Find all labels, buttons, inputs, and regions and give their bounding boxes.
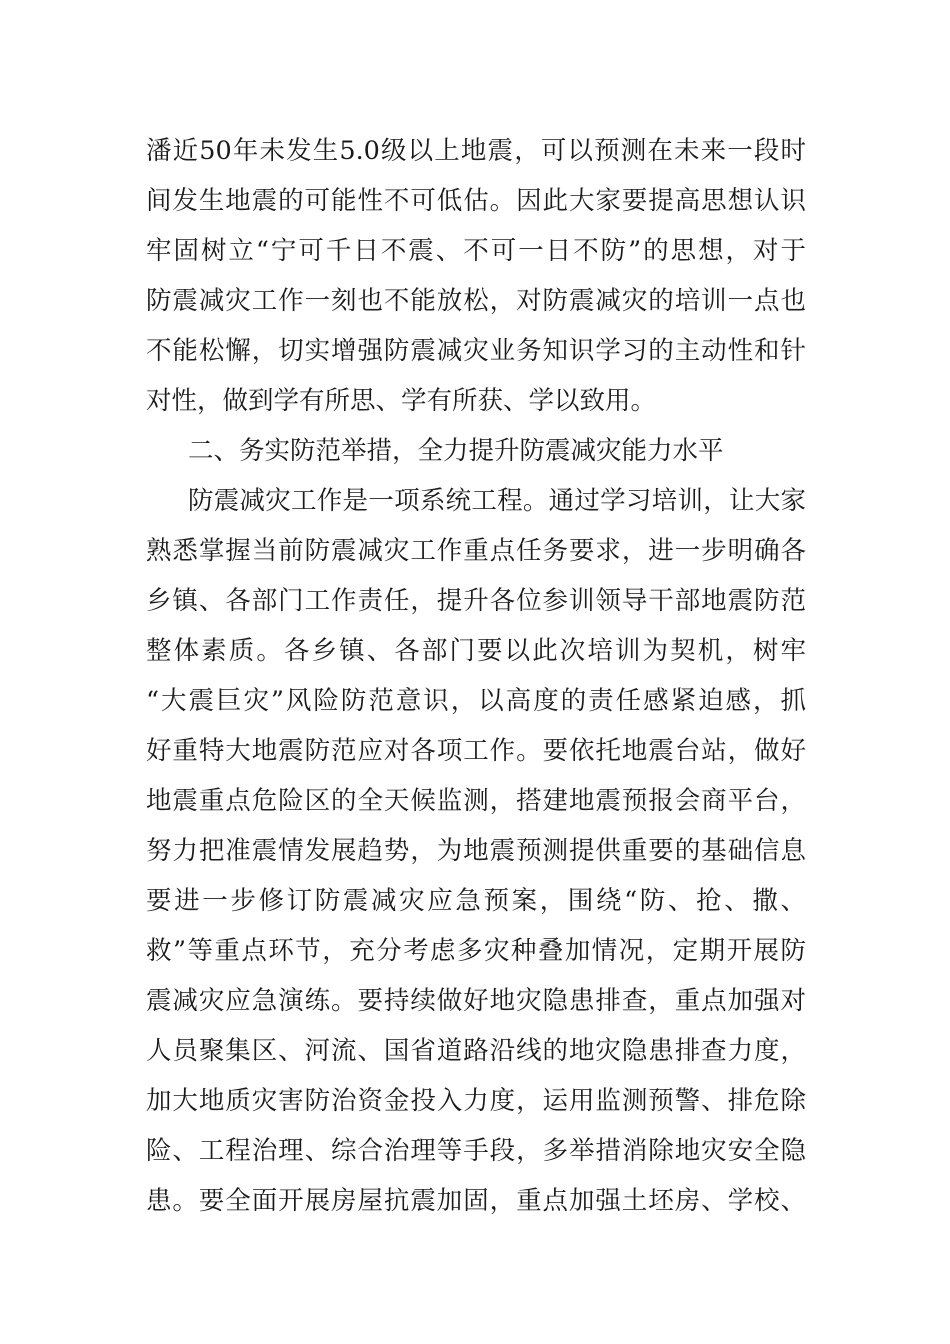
- text-line: 对性，做到学有所思、学有所获、学以致用。: [146, 386, 657, 416]
- text-line: 地震重点危险区的全天候监测，搭建地震预报会商平台，: [146, 786, 806, 816]
- text-line: 险、工程治理、综合治理等手段，多举措消除地灾安全隐: [146, 1136, 806, 1166]
- text-line: 震减灾应急演练。要持续做好地灾隐患排查，重点加强对: [146, 986, 806, 1016]
- text-line: 防震减灾工作一刻也不能放松，对防震减灾的培训一点也: [146, 286, 806, 316]
- text-line: 好重特大地震防范应对各项工作。要依托地震台站，做好: [146, 736, 806, 766]
- text-line: 不能松懈，切实增强防震减灾业务知识学习的主动性和针: [146, 336, 806, 366]
- text-line: 间发生地震的可能性不可低估。因此大家要提高思想认识: [146, 186, 806, 216]
- text-line: 患。要全面开展房屋抗震加固，重点加强土坯房、学校、: [146, 1186, 806, 1216]
- text-line: “大震巨灾”风险防范意识，以高度的责任感紧迫感，抓: [146, 686, 806, 716]
- text-line: 乡镇、各部门工作责任，提升各位参训领导干部地震防范: [146, 586, 806, 616]
- text-line: 加大地质灾害防治资金投入力度，运用监测预警、排危除: [146, 1086, 806, 1116]
- text-line: 熟悉掌握当前防震减灾工作重点任务要求，进一步明确各: [146, 536, 806, 566]
- section-heading: 二、务实防范举措，全力提升防震减灾能力水平: [188, 436, 724, 466]
- text-line: 整体素质。各乡镇、各部门要以此次培训为契机，树牢: [146, 636, 806, 666]
- text-line: 救”等重点环节，充分考虑多灾种叠加情况，定期开展防: [146, 936, 806, 966]
- text-line: 要进一步修订防震减灾应急预案，围绕“防、抢、撒、: [146, 886, 806, 916]
- body-text: [146, 126, 806, 1226]
- text-line: 潘近50年未发生5.0级以上地震，可以预测在未来一段时: [146, 136, 806, 166]
- text-line: 人员聚集区、河流、国省道路沿线的地灾隐患排查力度，: [146, 1036, 806, 1066]
- text-line: 努力把准震情发展趋势，为地震预测提供重要的基础信息: [146, 836, 806, 866]
- text-line: 防震减灾工作是一项系统工程。通过学习培训，让大家: [188, 486, 806, 516]
- text-line: 牢固树立“宁可千日不震、不可一日不防”的思想，对于: [146, 236, 806, 266]
